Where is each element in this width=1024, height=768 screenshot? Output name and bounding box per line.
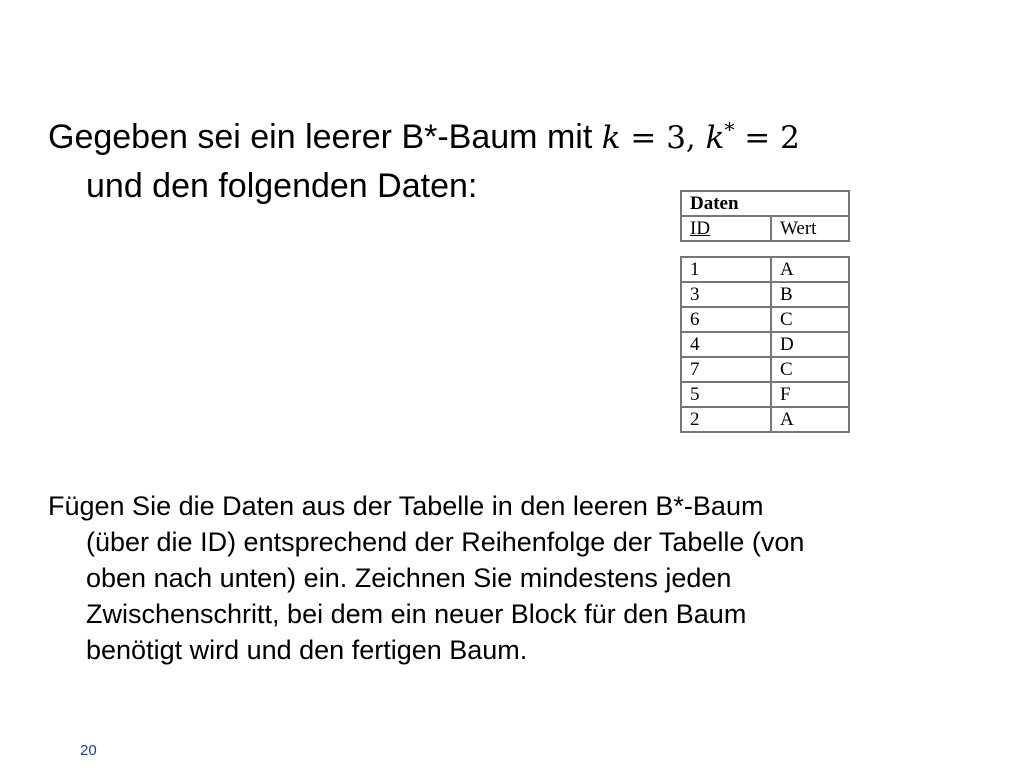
task-line: benötigt wird und den fertigen Baum. (86, 635, 528, 665)
table-cell-wert: C (771, 357, 849, 382)
intro-line-2: und den folgenden Daten: (86, 167, 478, 206)
table-row (681, 407, 849, 432)
table-cell-id: 1 (681, 257, 771, 282)
table-cell-id: 7 (681, 357, 771, 382)
task-text (48, 488, 1008, 668)
table-cell-id: 5 (681, 382, 771, 407)
kstar-equals: = 2 (734, 120, 800, 157)
page-number: 20 (80, 742, 97, 759)
table-cell-wert: A (771, 257, 849, 282)
table-cell-wert: F (771, 382, 849, 407)
column-header-wert: Wert (771, 216, 849, 241)
data-table-body (680, 256, 850, 433)
table-cell-wert: A (771, 407, 849, 432)
task-line: Zwischenschritt, bei dem ein neuer Block für den Baum (86, 599, 747, 629)
task-line: (über die ID) entsprechend der Reihenfolge der Tabelle (von (86, 527, 805, 557)
table-row (681, 332, 849, 357)
table-cell-wert: D (771, 332, 849, 357)
table-row (681, 257, 849, 282)
table-row (681, 357, 849, 382)
k-variable: k (601, 120, 621, 157)
table-cell-id: 4 (681, 332, 771, 357)
table-row (681, 307, 849, 332)
kstar-superscript: * (724, 118, 735, 142)
math-expression (602, 120, 800, 156)
table-row (681, 382, 849, 407)
task-line: oben nach unten) ein. Zeichnen Sie mindestens jeden (86, 563, 732, 593)
task-line: Fügen Sie die Daten aus der Tabelle in den leeren B*-Baum (48, 491, 764, 521)
k-equals: = 3, (620, 120, 706, 157)
table-cell-wert: B (771, 282, 849, 307)
table-row (681, 282, 849, 307)
table-title: Daten (681, 191, 849, 216)
table-cell-id: 3 (681, 282, 771, 307)
kstar-variable: k (705, 120, 725, 157)
table-cell-id: 6 (681, 307, 771, 332)
column-header-id: ID (681, 216, 771, 241)
data-table-header (680, 190, 850, 242)
table-cell-wert: C (771, 307, 849, 332)
intro-line-1 (48, 118, 800, 156)
intro-text-before: Gegeben sei ein leerer B*-Baum mit (48, 118, 602, 157)
table-cell-id: 2 (681, 407, 771, 432)
